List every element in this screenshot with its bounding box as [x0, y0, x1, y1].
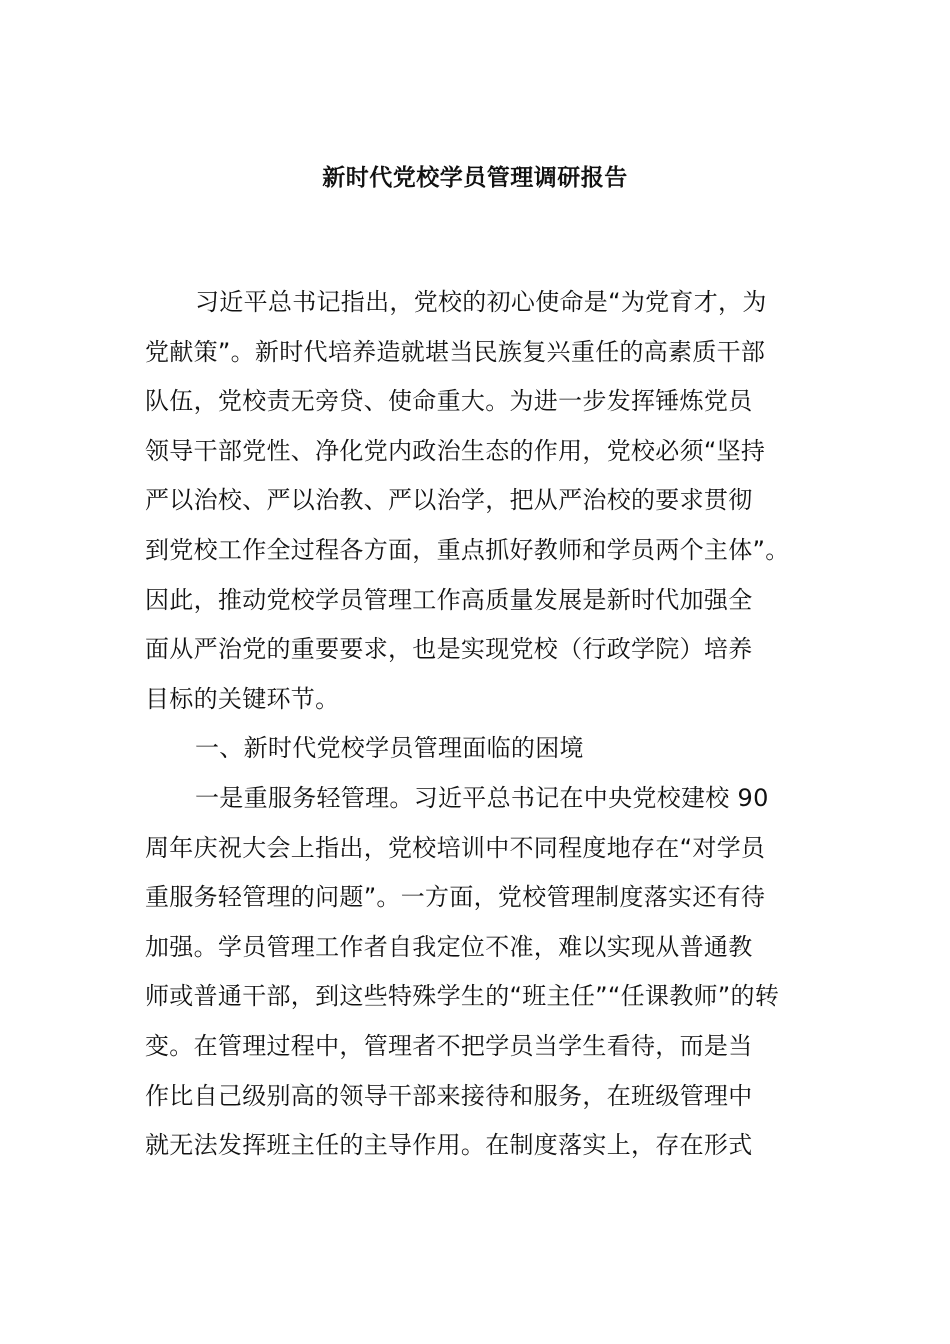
paragraph-line: 领导干部党性、净化党内政治生态的作用，党校必须“坚持	[145, 436, 766, 465]
paragraph-line: 重服务轻管理的问题”。一方面，党校管理制度落实还有待	[145, 883, 766, 912]
paragraph-line: 面从严治党的重要要求，也是实现党校（行政学院）培养	[145, 635, 753, 664]
paragraph-line: 严以治校、严以治教、严以治学，把从严治校的要求贯彻	[145, 486, 753, 515]
document-body	[145, 278, 825, 1171]
paragraph-line: 一是重服务轻管理。习近平总书记在中央党校建校 90	[195, 783, 769, 812]
paragraph-line: 周年庆祝大会上指出，党校培训中不同程度地存在“对学员	[145, 833, 766, 862]
paragraph-line: 师或普通干部，到这些特殊学生的“班主任”“任课教师”的转	[145, 982, 780, 1011]
paragraph-line: 作比自己级别高的领导干部来接待和服务，在班级管理中	[145, 1081, 753, 1110]
paragraph-line: 党献策”。新时代培养造就堪当民族复兴重任的高素质干部	[145, 337, 766, 366]
document-title: 新时代党校学员管理调研报告	[322, 165, 628, 191]
paragraph-line: 加强。学员管理工作者自我定位不准，难以实现从普通教	[145, 932, 753, 961]
paragraph-line: 队伍，党校责无旁贷、使命重大。为进一步发挥锤炼党员	[145, 387, 753, 416]
paragraph-line: 变。在管理过程中，管理者不把学员当学生看待，而是当	[145, 1031, 753, 1060]
paragraph-line: 就无法发挥班主任的主导作用。在制度落实上，存在形式	[145, 1131, 753, 1160]
paragraph-line: 到党校工作全过程各方面，重点抓好教师和学员两个主体”。	[145, 535, 790, 564]
paragraph-line: 因此，推动党校学员管理工作高质量发展是新时代加强全	[145, 585, 753, 614]
paragraph-line: 习近平总书记指出，党校的初心使命是“为党育才，为	[195, 288, 767, 316]
section-heading: 一、新时代党校学员管理面临的困境	[195, 734, 584, 763]
paragraph-line: 目标的关键环节。	[145, 684, 340, 713]
